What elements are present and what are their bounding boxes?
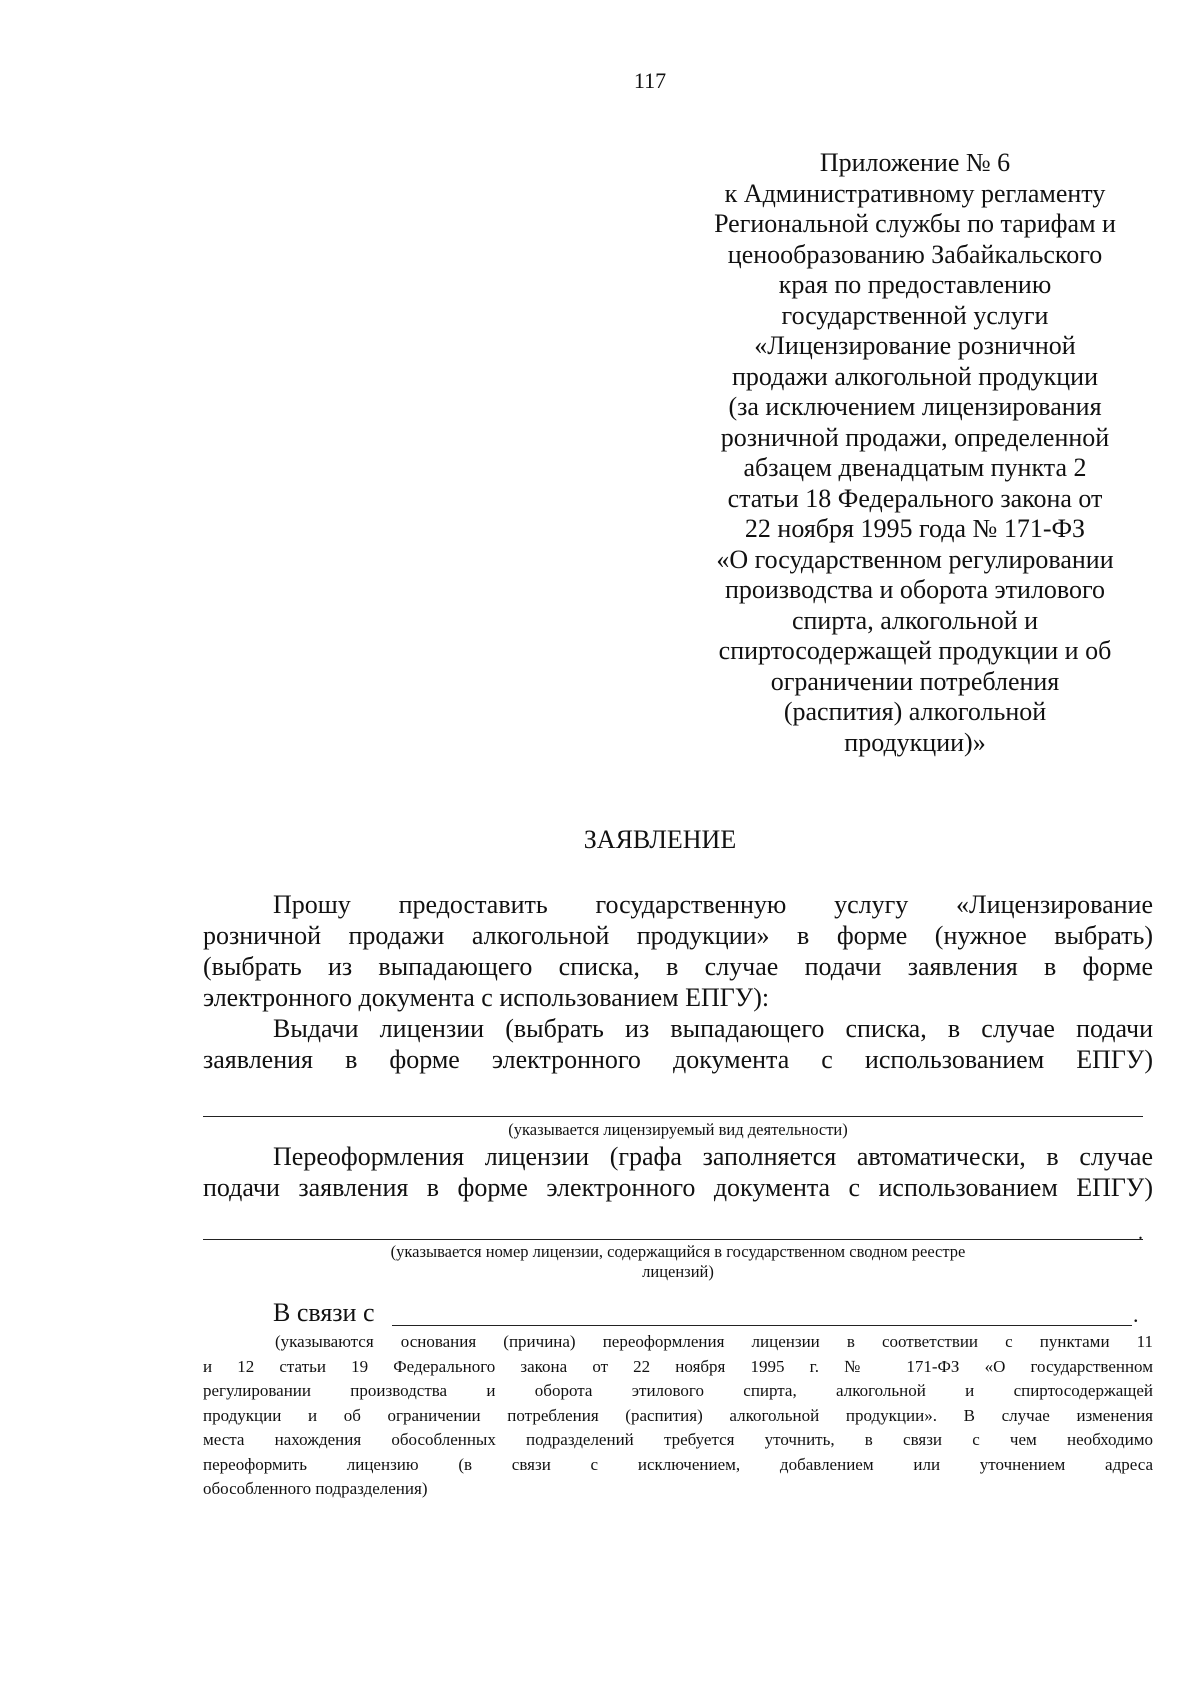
note-line: и 12 статьи 19 Федерального закона от 22 ноября 1995 г. № 171-ФЗ «О государственном	[203, 1356, 1153, 1376]
appendix-line: Приложение № 6	[819, 148, 1011, 177]
note-line: (указываются основания (причина) переоформления лицензии в соответствии с пунктами 11	[275, 1332, 1153, 1351]
paragraph-line: Прошу предоставить государственную услугу «Лицензирование	[273, 890, 1153, 919]
appendix-header	[690, 148, 1140, 758]
appendix-line: статьи 18 Федерального закона от	[727, 483, 1103, 513]
appendix-line: «Лицензирование розничной	[754, 331, 1076, 360]
note-line: переоформить лицензию (в связи с исключением, добавлением или уточнением адреса	[203, 1454, 1153, 1474]
trailing-mark: .	[1138, 1222, 1143, 1244]
note-line: места нахождения обособленных подразделений требуется уточнить, в связи с чем необходимо	[203, 1430, 1153, 1449]
paragraph-line: (выбрать из выпадающего списка, в случае подачи заявления в форме	[203, 952, 1153, 981]
reissue-reason-note	[203, 1330, 1153, 1502]
hint-line: лицензий)	[642, 1262, 714, 1281]
appendix-line: производства и оборота этилового	[724, 575, 1106, 604]
appendix-line: государственной услуги	[781, 300, 1049, 330]
appendix-line: (за исключением лицензирования	[728, 392, 1102, 421]
appendix-line: (распития) алкогольной	[783, 697, 1047, 726]
paragraph-line: Выдачи лицензии (выбрать из выпадающего списка, в случае подачи	[273, 1014, 1153, 1043]
note-line: регулировании производства и оборота этилового спирта, алкогольной и спиртосодержащей	[203, 1381, 1153, 1400]
appendix-line: 22 ноября 1995 года № 171-ФЗ	[744, 514, 1086, 543]
paragraph-line: подачи заявления в форме электронного документа с использованием ЕПГУ)	[203, 1173, 1153, 1202]
appendix-line: ограничении потребления	[770, 666, 1060, 696]
paragraph-line: заявления в форме электронного документа с использованием ЕПГУ)	[203, 1045, 1153, 1074]
appendix-line: края по предоставлению	[778, 270, 1052, 299]
appendix-line: продукции)»	[844, 727, 986, 757]
appendix-line: продажи алкогольной продукции	[732, 361, 1098, 391]
license-reissue-paragraph	[203, 1141, 1153, 1203]
appendix-line: «О государственном регулировании	[716, 544, 1114, 574]
appendix-line: спирта, алкогольной и	[791, 605, 1039, 635]
license-issue-paragraph	[203, 1013, 1153, 1075]
note-line: продукции и об ограничении потребления (распития) алкогольной продукции». В случае изменения	[203, 1405, 1153, 1425]
trailing-mark: .	[1133, 1302, 1139, 1327]
license-number-field[interactable]	[203, 1239, 1143, 1240]
activity-type-field[interactable]	[203, 1116, 1143, 1117]
appendix-line: Региональной службы по тарифам и	[714, 209, 1116, 238]
request-paragraph	[203, 889, 1153, 1013]
activity-type-hint: (указывается лицензируемый вид деятельности)	[508, 1120, 848, 1139]
appendix-line: к Административному регламенту	[724, 178, 1106, 208]
license-number-hint	[203, 1242, 1153, 1282]
appendix-line: спиртосодержащей продукции и об	[718, 636, 1112, 665]
hint-line: (указывается номер лицензии, содержащийся в государственном сводном реестре	[390, 1242, 966, 1261]
appendix-line: абзацем двенадцатым пункта 2	[743, 453, 1087, 482]
in-connection-label: В связи с	[273, 1298, 375, 1327]
document-title: ЗАЯВЛЕНИЕ	[583, 825, 737, 854]
paragraph-line: Переоформления лицензии (графа заполняется автоматически, в случае	[273, 1142, 1153, 1171]
appendix-line: ценообразованию Забайкальского	[727, 239, 1103, 269]
note-line: обособленного подразделения)	[203, 1479, 428, 1498]
reissue-reason-field[interactable]	[392, 1325, 1132, 1326]
paragraph-line: электронного документа с использованием ЕПГУ):	[203, 983, 770, 1012]
page-number: 117	[633, 68, 667, 93]
appendix-line: розничной продажи, определенной	[720, 422, 1110, 452]
paragraph-line: розничной продажи алкогольной продукции» в форме (нужное выбрать)	[203, 921, 1153, 950]
